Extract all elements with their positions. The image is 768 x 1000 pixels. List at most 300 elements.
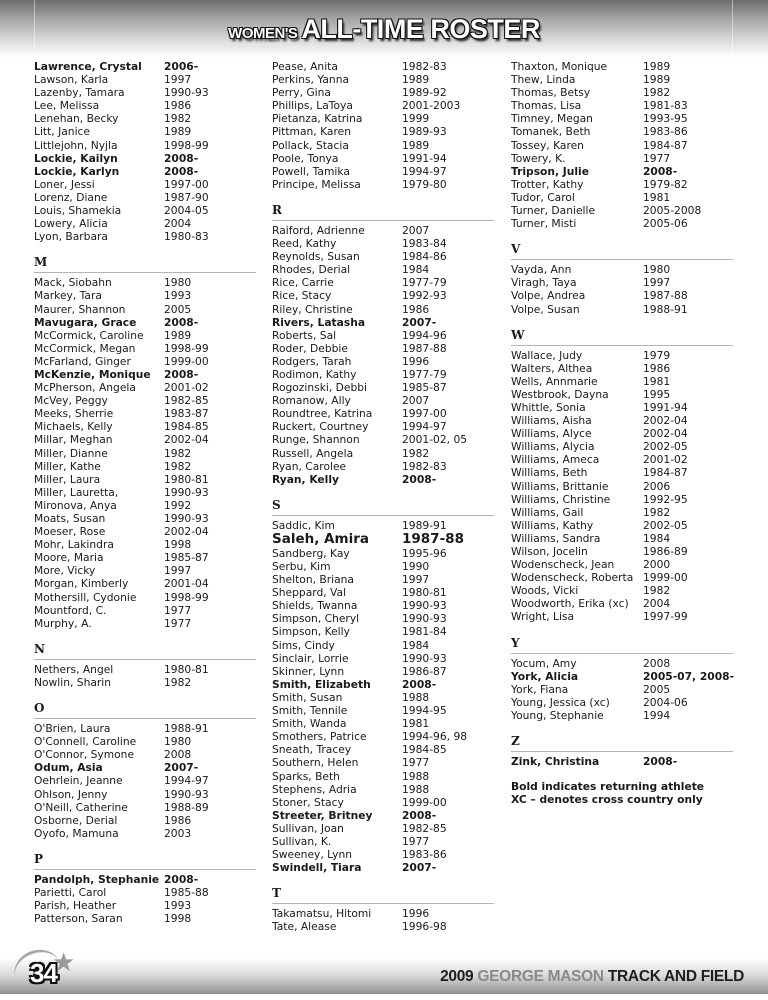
athlete-name: Oyofo, Mamuna (34, 826, 119, 840)
roster-entry (272, 152, 494, 165)
athlete-name: Lockie, Karlyn (34, 164, 120, 178)
roster-entry (272, 665, 494, 678)
roster-entry (272, 770, 494, 783)
athlete-years: 1981-83 (643, 99, 688, 113)
athlete-name: Lawrence, Crystal (34, 60, 142, 73)
athlete-name: Rivers, Latasha (272, 315, 366, 329)
athlete-years: 2007- (402, 315, 437, 329)
athlete-years: 1982 (164, 112, 192, 126)
athlete-years: 2008- (164, 164, 199, 178)
roster-entry (511, 493, 733, 506)
footer-sport: TRACK AND FIELD (607, 968, 744, 985)
section-letter-heading: Y (511, 636, 733, 654)
athlete-name: More, Vicky (34, 564, 96, 578)
roster-entry (272, 86, 494, 99)
roster-entry (34, 368, 256, 381)
roster-entry (272, 276, 494, 289)
roster-entry (511, 670, 733, 683)
roster-entry (34, 394, 256, 407)
section-letter-heading: T (272, 886, 494, 904)
athlete-years: 1981-84 (402, 625, 447, 639)
roster-entry (272, 612, 494, 625)
athlete-years: 1984 (402, 638, 430, 652)
athlete-years: 2004-06 (643, 695, 688, 709)
roster-entry (34, 73, 256, 86)
athlete-years: 1983-87 (164, 407, 209, 421)
athlete-name: Sneath, Tracey (272, 743, 352, 757)
athlete-name: Viragh, Taya (511, 276, 577, 290)
athlete-years: 2001-02 (643, 453, 688, 467)
athlete-years: 2008- (643, 164, 678, 178)
athlete-name: O'Brien, Laura (34, 722, 111, 736)
roster-section-r (272, 203, 494, 486)
athlete-years: 1982 (164, 675, 192, 689)
roster-entry (34, 460, 256, 473)
athlete-years: 1990-93 (402, 612, 447, 626)
roster-entry (511, 440, 733, 453)
athlete-name: O'Connell, Caroline (34, 735, 137, 749)
athlete-name: Thew, Linda (511, 73, 576, 87)
footer-band (0, 948, 768, 994)
athlete-years: 1988-91 (643, 302, 688, 316)
athlete-name: Whittle, Sonia (511, 400, 586, 414)
athlete-years: 1977 (402, 834, 430, 848)
roster-entry (511, 152, 733, 165)
athlete-name: Miller, Laura (34, 472, 101, 486)
roster-entry (272, 263, 494, 276)
roster-entry (34, 165, 256, 178)
athlete-name: Yocum, Amy (511, 656, 577, 670)
athlete-years: 1977-79 (402, 367, 447, 381)
roster-entry (511, 165, 733, 178)
roster-entry (34, 60, 256, 73)
athlete-years: 1995 (643, 387, 671, 401)
footer-school: GEORGE MASON (477, 968, 604, 985)
section-letter-heading: S (272, 498, 494, 516)
roster-section-z (511, 734, 733, 768)
athlete-name: Pittman, Karen (272, 125, 351, 139)
roster-entry (34, 538, 256, 551)
athlete-years: 1980-81 (164, 472, 209, 486)
roster-entry (272, 783, 494, 796)
athlete-years: 1998-99 (164, 138, 209, 152)
athlete-name: Williams, Alyce (511, 427, 592, 441)
athlete-years: 1988 (402, 782, 430, 796)
roster-entry (511, 276, 733, 289)
roster-entry (511, 191, 733, 204)
athlete-name: Young, Stephanie (511, 708, 604, 722)
athlete-name: York, Fiana (511, 682, 569, 696)
roster-entry (511, 427, 733, 440)
athlete-years: 1994-97 (164, 774, 209, 788)
athlete-name: Stoner, Stacy (272, 795, 344, 809)
athlete-years: 1994-96, 98 (402, 730, 468, 744)
roster-entry (272, 237, 494, 250)
roster-section-t (272, 886, 494, 933)
athlete-name: Williams, Aisha (511, 414, 592, 428)
athlete-name: Ryan, Kelly (272, 472, 339, 486)
athlete-name: Lockie, Kailyn (34, 151, 118, 165)
athlete-years: 1997 (643, 276, 671, 290)
roster-entry (34, 827, 256, 840)
athlete-years: 2007 (402, 223, 430, 237)
athlete-years: 1999-00 (643, 571, 688, 585)
roster-entry (34, 604, 256, 617)
section-letter-heading: M (34, 255, 256, 273)
roster-entry (511, 755, 733, 768)
athlete-years: 1985-87 (402, 381, 447, 395)
roster-entry (511, 60, 733, 73)
athlete-name: Wodenscheck, Roberta (511, 571, 634, 585)
athlete-name: Lowery, Alicia (34, 217, 108, 231)
athlete-name: Tomanek, Beth (511, 125, 591, 139)
athlete-years: 1994 (643, 708, 671, 722)
roster-entry (272, 473, 494, 486)
athlete-name: Turner, Danielle (511, 204, 596, 218)
athlete-name: McCormick, Megan (34, 341, 136, 355)
athlete-name: Mironova, Anya (34, 498, 117, 512)
athlete-name: Streeter, Britney (272, 808, 373, 822)
roster-column-2 (272, 60, 494, 933)
roster-entry (511, 414, 733, 427)
athlete-years: 1980 (164, 276, 192, 290)
roster-entry (34, 342, 256, 355)
athlete-name: Sullivan, K. (272, 834, 332, 848)
roster-entry (272, 165, 494, 178)
athlete-years: 1990-93 (402, 651, 447, 665)
athlete-years: 2000 (643, 558, 671, 572)
athlete-years: 1999-00 (164, 354, 209, 368)
page-title (0, 14, 768, 45)
roster-entry (272, 407, 494, 420)
athlete-years: 2008- (643, 755, 678, 769)
roster-entry (34, 191, 256, 204)
roster-entry (272, 394, 494, 407)
athlete-name: Runge, Shannon (272, 433, 360, 447)
athlete-name: Moeser, Rose (34, 525, 106, 539)
roster-entry (272, 381, 494, 394)
athlete-name: Simpson, Cheryl (272, 612, 360, 626)
athlete-years: 2008- (402, 677, 437, 691)
athlete-years: 1984-85 (402, 743, 447, 757)
athlete-years: 1992 (164, 498, 192, 512)
athlete-years: 1997-00 (164, 177, 209, 191)
athlete-years: 1980 (164, 735, 192, 749)
athlete-name: Russell, Angela (272, 446, 354, 460)
roster-column-1 (34, 60, 256, 925)
roster-entry (272, 678, 494, 691)
athlete-years: 1990 (402, 560, 430, 573)
roster-entry (34, 676, 256, 689)
athlete-name: Serbu, Kim (272, 560, 331, 573)
legend-note: XC – denotes cross country only (511, 793, 703, 807)
athlete-years: 2002-05 (643, 440, 688, 454)
roster-entry (34, 735, 256, 748)
roster-entry (34, 774, 256, 787)
athlete-name: Pandolph, Stephanie (34, 872, 160, 886)
roster-entry (34, 329, 256, 342)
athlete-years: 1983-84 (402, 237, 447, 251)
roster-entry (272, 796, 494, 809)
athlete-name: Sweeney, Lynn (272, 848, 352, 862)
athlete-name: Poole, Tonya (272, 151, 339, 165)
athlete-years: 2005-2008 (643, 204, 702, 218)
roster-entry (272, 420, 494, 433)
athlete-name: Oehrlein, Jeanne (34, 774, 123, 788)
athlete-name: Nowlin, Sharin (34, 675, 112, 689)
roster-section-v (511, 242, 733, 315)
athlete-name: Roberts, Sal (272, 328, 337, 342)
athlete-name: Wilson, Jocelin (511, 545, 588, 558)
roster-entry (34, 577, 256, 590)
roster-entry (34, 355, 256, 368)
roster-section-w (511, 328, 733, 624)
footer-year: 2009 (440, 968, 474, 985)
athlete-years: 1979 (643, 348, 671, 362)
athlete-name: Takamatsu, Hitomi (272, 907, 372, 921)
athlete-years: 1983-86 (402, 848, 447, 862)
athlete-years: 1996 (402, 354, 430, 368)
page-number-badge (28, 948, 78, 988)
roster-entry (272, 599, 494, 612)
athlete-name: Litt, Janice (34, 125, 90, 139)
athlete-name: Williams, Alycia (511, 440, 595, 454)
athlete-years: 1977-79 (402, 276, 447, 290)
athlete-years: 1988-91 (164, 722, 209, 736)
roster-entry (34, 525, 256, 538)
athlete-years: 1994-96 (402, 328, 447, 342)
athlete-name: Miller, Kathe (34, 459, 101, 473)
roster-entry (272, 532, 494, 547)
athlete-name: McPherson, Angela (34, 381, 136, 395)
athlete-name: Walters, Althea (511, 361, 593, 375)
athlete-name: Smothers, Patrice (272, 730, 367, 744)
roster-entry (34, 912, 256, 925)
roster-entry (34, 316, 256, 329)
athlete-years: 1989 (643, 60, 671, 73)
roster-entry (511, 696, 733, 709)
roster-entry (511, 683, 733, 696)
star-icon: ★ (52, 948, 76, 978)
athlete-years: 1997 (402, 573, 430, 587)
athlete-years: 1988-89 (164, 800, 209, 814)
athlete-name: Littlejohn, Nyjla (34, 138, 118, 152)
athlete-name: Williams, Brittanie (511, 479, 609, 493)
roster-entry (34, 125, 256, 138)
roster-entry (511, 125, 733, 138)
athlete-years: 2004-05 (164, 204, 209, 218)
roster-entry (511, 597, 733, 610)
athlete-years: 1982-83 (402, 459, 447, 473)
athlete-name: McVey, Peggy (34, 394, 108, 408)
athlete-name: Miller, Lauretta, (34, 485, 119, 499)
athlete-name: Simpson, Kelly (272, 625, 350, 639)
athlete-name: Southern, Helen (272, 756, 359, 770)
roster-section-y (511, 636, 733, 722)
title-big: ALL-TIME ROSTER (301, 14, 540, 44)
roster-entry (511, 217, 733, 230)
roster-entry (511, 558, 733, 571)
section-letter-heading: P (34, 852, 256, 870)
roster-entry (511, 303, 733, 316)
roster-entry (272, 848, 494, 861)
athlete-name: Thomas, Lisa (511, 99, 582, 113)
header-band (0, 0, 768, 58)
athlete-years: 1993 (164, 899, 192, 913)
roster-entry (511, 388, 733, 401)
roster-entry (272, 447, 494, 460)
roster-entry (511, 519, 733, 532)
roster-entry (34, 886, 256, 899)
athlete-years: 2001-02, 05 (402, 433, 468, 447)
athlete-name: Pease, Anita (272, 60, 338, 73)
athlete-name: Pietanza, Katrina (272, 112, 363, 126)
roster-entry (272, 652, 494, 665)
section-letter-heading: R (272, 203, 494, 221)
roster-entry (34, 591, 256, 604)
athlete-name: Perkins, Yanna (272, 73, 350, 87)
athlete-name: Mountford, C. (34, 603, 107, 617)
athlete-years: 1991-94 (402, 151, 447, 165)
roster-entry (34, 788, 256, 801)
athlete-years: 1982 (643, 86, 671, 100)
athlete-years: 2004 (643, 597, 671, 611)
roster-entry (272, 743, 494, 756)
athlete-years: 1996-98 (402, 920, 447, 934)
athlete-name: Sinclair, Lorrie (272, 651, 349, 665)
athlete-years: 1989 (402, 73, 430, 87)
athlete-name: Maurer, Shannon (34, 302, 126, 316)
athlete-name: Thomas, Betsy (511, 86, 591, 100)
athlete-name: Ryan, Carolee (272, 459, 347, 473)
roster-entry (511, 112, 733, 125)
roster-entry (511, 657, 733, 670)
athlete-years: 2008 (164, 748, 192, 762)
roster-entry (272, 907, 494, 920)
athlete-years: 2001-02 (164, 381, 209, 395)
athlete-name: York, Alicia (511, 669, 579, 683)
athlete-years: 1994-97 (402, 164, 447, 178)
roster-entry (272, 289, 494, 302)
athlete-name: Romanow, Ally (272, 394, 351, 408)
athlete-years: 2008- (164, 367, 199, 381)
athlete-name: Williams, Ameca (511, 453, 600, 467)
athlete-years: 1999-00 (402, 795, 447, 809)
athlete-name: Lenehan, Becky (34, 112, 119, 126)
athlete-years: 1989 (164, 328, 192, 342)
athlete-years: 1987-88 (643, 289, 688, 303)
roster-entry (511, 139, 733, 152)
roster-entry (34, 564, 256, 577)
roster-entry (272, 573, 494, 586)
roster-entry (511, 610, 733, 623)
athlete-years: 1980-81 (164, 662, 209, 676)
athlete-years: 2005-06 (643, 217, 688, 231)
athlete-name: Perry, Gina (272, 86, 331, 100)
athlete-years: 1988 (402, 690, 430, 704)
athlete-name: Wodenscheck, Jean (511, 558, 615, 572)
athlete-name: Powell, Tamika (272, 164, 350, 178)
athlete-years: 1986 (643, 361, 671, 375)
athlete-name: Riley, Christine (272, 302, 353, 316)
athlete-name: Lorenz, Diane (34, 190, 108, 204)
athlete-name: McCormick, Caroline (34, 328, 144, 342)
athlete-name: Stephens, Adria (272, 782, 357, 796)
athlete-name: Nethers, Angel (34, 662, 114, 676)
roster-entry (34, 178, 256, 191)
athlete-years: 2008- (164, 872, 199, 886)
roster-section-p (34, 852, 256, 925)
roster-entry (34, 814, 256, 827)
roster-entry (272, 625, 494, 638)
athlete-name: Saleh, Amira (272, 530, 369, 547)
athlete-years: 2007 (402, 394, 430, 408)
athlete-years: 1990-93 (164, 512, 209, 525)
athlete-years: 2004 (164, 217, 192, 231)
athlete-years: 2002-04 (164, 525, 209, 539)
athlete-name: Shelton, Briana (272, 573, 354, 587)
athlete-years: 1982-83 (402, 60, 447, 73)
roster-entry (34, 204, 256, 217)
roster-entry (511, 349, 733, 362)
roster-entry (34, 722, 256, 735)
roster-entry (511, 263, 733, 276)
athlete-name: Tate, Alease (272, 920, 337, 934)
athlete-name: Williams, Sandra (511, 531, 601, 545)
athlete-years: 1982 (164, 459, 192, 473)
roster-entry (511, 362, 733, 375)
athlete-years: 1985-88 (164, 885, 209, 899)
roster-entry (34, 433, 256, 446)
athlete-name: Trotter, Kathy (511, 177, 584, 191)
roster-entry (34, 152, 256, 165)
athlete-name: Sheppard, Val (272, 586, 347, 600)
athlete-years: 1982 (643, 584, 671, 598)
athlete-years: 1990-93 (164, 485, 209, 499)
athlete-name: Rice, Carrie (272, 276, 334, 290)
athlete-name: Skinner, Lynn (272, 664, 345, 678)
athlete-name: Sims, Cindy (272, 638, 335, 652)
athlete-years: 1997-99 (643, 610, 688, 624)
athlete-name: Shields, Twanna (272, 599, 358, 613)
roster-entry (272, 342, 494, 355)
roster-entry (34, 748, 256, 761)
roster-entry (34, 381, 256, 394)
athlete-years: 1985-87 (164, 551, 209, 565)
athlete-name: Principe, Melissa (272, 177, 361, 191)
roster-entry (272, 303, 494, 316)
footer-title (440, 968, 744, 986)
roster-entry (511, 401, 733, 414)
athlete-name: Moore, Maria (34, 551, 104, 565)
roster-entry (272, 460, 494, 473)
athlete-years: 1998-99 (164, 590, 209, 604)
roster-entry (511, 480, 733, 493)
athlete-name: Michaels, Kelly (34, 420, 113, 434)
athlete-name: Wells, Annmarie (511, 374, 598, 388)
roster-entry (272, 250, 494, 263)
athlete-years: 1981 (402, 717, 430, 731)
athlete-years: 1983-86 (643, 125, 688, 139)
roster-entry (272, 822, 494, 835)
roster-entry (272, 224, 494, 237)
roster-section-continued (511, 60, 733, 230)
athlete-name: Meeks, Sherrie (34, 407, 114, 421)
athlete-years: 1999 (402, 112, 430, 126)
roster-entry (511, 99, 733, 112)
athlete-name: Sparks, Beth (272, 769, 340, 783)
athlete-name: Thaxton, Monique (511, 60, 608, 73)
